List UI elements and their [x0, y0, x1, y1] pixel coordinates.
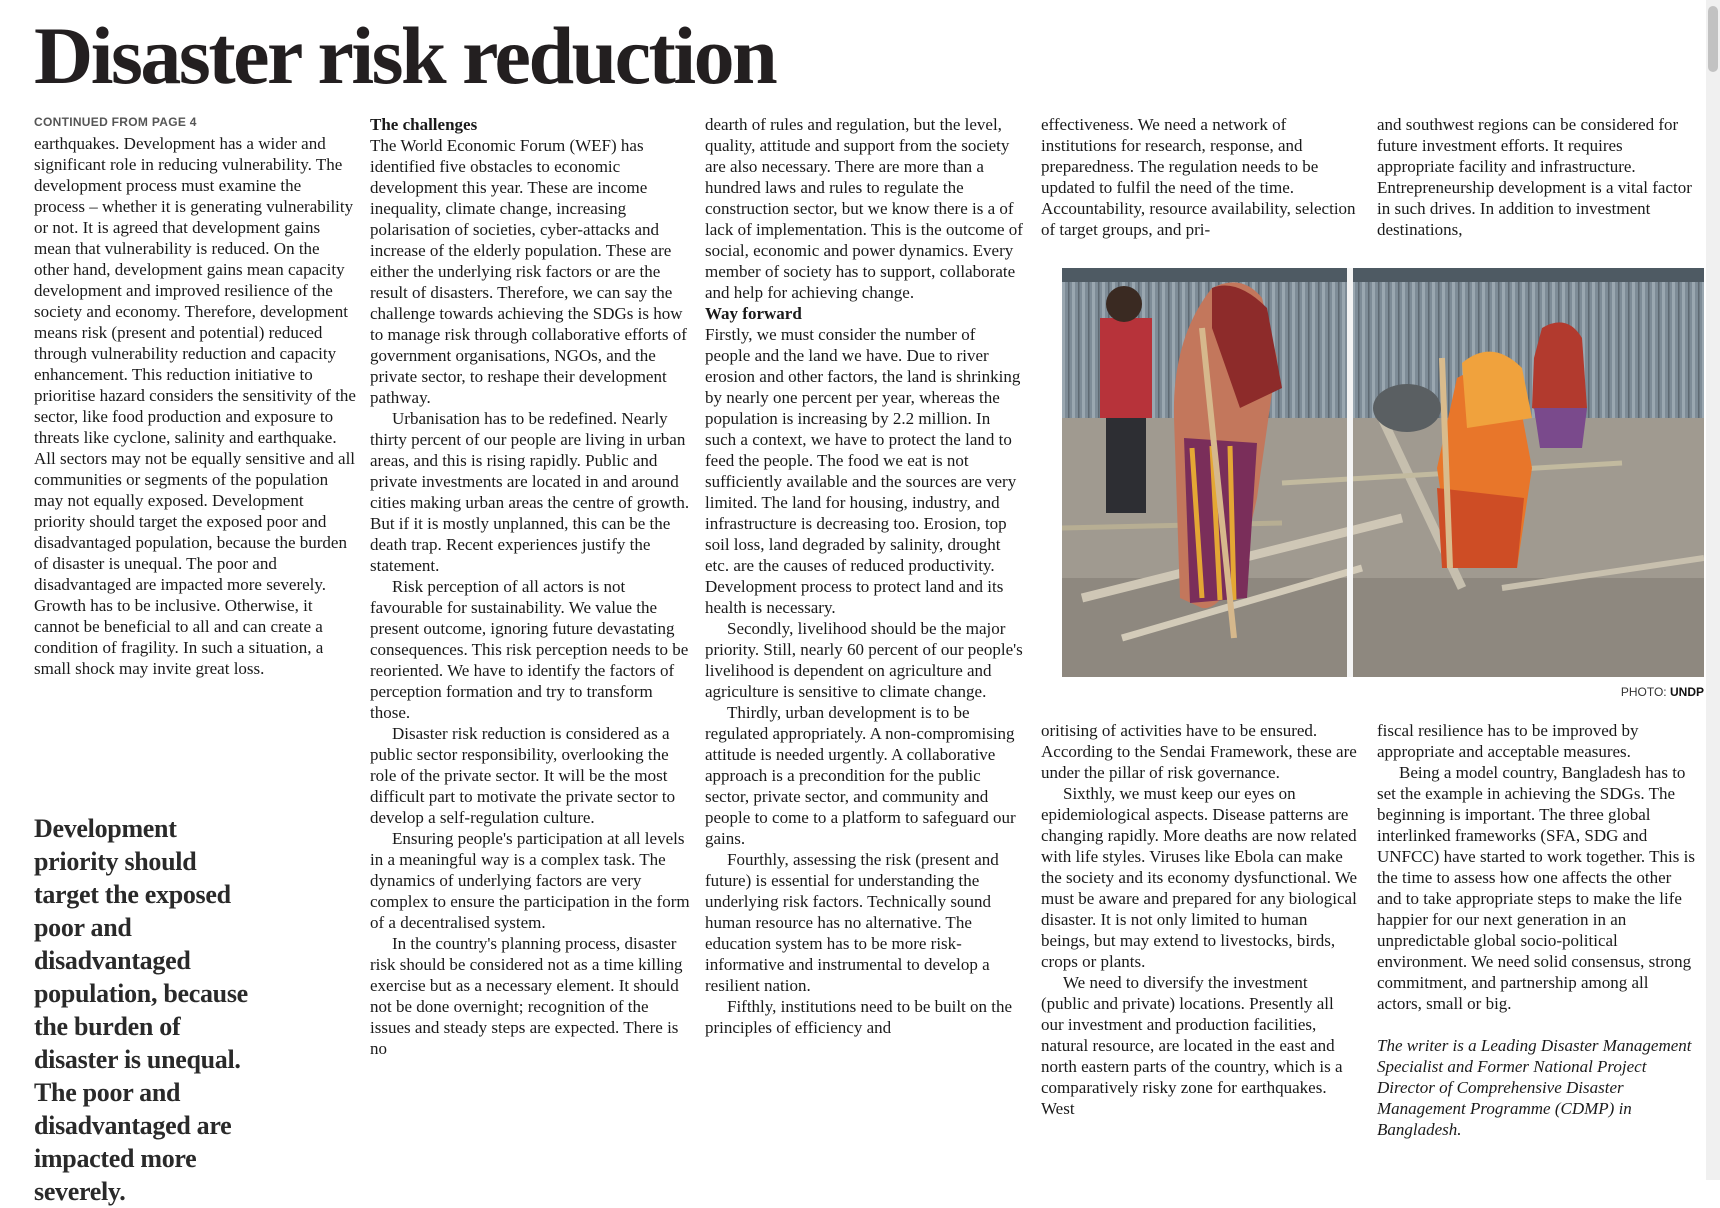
column-1 [34, 112, 356, 679]
col2-paragraph: Urbanisation has to be redefined. Nearly thirty percent of our people are living in urban areas, and this is rising rapidly. Public and private investments are located in and around cities making urban areas the centre of growth. But if it is mostly unplanned, this can be the death trap. Recent experiences justify the statement. [370, 409, 690, 575]
col3-paragraph: Fifthly, institutions need to be built on the principles of efficiency and [705, 997, 1013, 1037]
subhead-way-forward: Way forward [705, 304, 802, 323]
column-5-top [1377, 114, 1697, 240]
col4-paragraph: effectiveness. We need a network of institutions for research, response, and preparedness. The regulation needs to be updated to fulfil the need of the time. Accountability, resource availability, selection of target groups, and pri- [1041, 115, 1356, 239]
col4-paragraph: oritising of activities have to be ensured. According to the Sendai Framework, these are under the pillar of risk governance. [1041, 721, 1357, 782]
column-4-top [1041, 114, 1359, 240]
col4-paragraph: Sixthly, we must keep our eyes on epidemiological aspects. Disease patterns are changing rapidly. More deaths are now related with life styles. Viruses like Ebola can make the society and its economy dysfunctional. We must be aware and prepared for any biological disaster. It is not only limited to human beings, but may extend to livestocks, birds, crops or plants. [1041, 784, 1358, 971]
col2-paragraph: In the country's planning process, disaster risk should be considered not as a time killing exercise but as a necessary element. It should not be done overnight; recognition of the issues and steady steps are expected. There is no [370, 934, 683, 1058]
col2-paragraph: Risk perception of all actors is not favourable for sustainability. We value the present outcome, ignoring future devastating consequences. This risk perception needs to be reoriented. We have to identify the factors of perception formation and try to transform those. [370, 577, 689, 722]
col2-paragraph: Disaster risk reduction is considered as a public sector responsibility, overlooking the role of the private sector. It will be the most difficult part to motivate the private sector to develop a self-regulation culture. [370, 724, 676, 827]
col5-paragraph: fiscal resilience has to be improved by appropriate and acceptable measures. [1377, 721, 1639, 761]
article-photo [1062, 268, 1704, 677]
continued-from-kicker: CONTINUED FROM PAGE 4 [34, 115, 197, 129]
col5-paragraph: and southwest regions can be considered for future investment efforts. It requires appropriate facility and infrastructure. Entrepreneurship development is a vital factor in such drives. In addition to investment destinations, [1377, 115, 1692, 239]
headline: Disaster risk reduction [34, 10, 776, 101]
column-2 [370, 114, 690, 1059]
col3-paragraph: dearth of rules and regulation, but the level, quality, attitude and support from the society are also necessary. There are more than a hundred laws and rules to regulate the construction sector, but we know there is a of lack of implementation. This is the outcome of social, economic and power dynamics. Every member of society has to support, collaborate and help for achieving change. [705, 115, 1023, 302]
column-3 [705, 114, 1023, 1038]
pull-quote: Development priority should target the exposed poor and disadvantaged population, because the burden of disaster is unequal. The poor and disadvantaged are impacted more severely. [34, 814, 248, 1206]
col3-paragraph: Secondly, livelihood should be the major priority. Still, nearly 60 percent of our people's livelihood is dependent on agriculture and agriculture is sensitive to climate change. [705, 619, 1023, 701]
photo-illustration [1062, 268, 1704, 677]
photo-credit [1604, 684, 1704, 700]
column-4-bottom [1041, 720, 1359, 1119]
photo-credit-prefix: PHOTO: [1620, 685, 1667, 699]
photo-credit-source: UNDP [1669, 685, 1704, 699]
col1-paragraph: earthquakes. Development has a wider and significant role in reducing vulnerability. The development process must examine the process – whether it is generating vulnerability or not. It is agreed that development gains mean that vulnerability is reduced. On the other hand, development gains mean capacity development and improved resilience of the society and economy. Therefore, development means risk (present and potential) reduced through vulnerability reduction and capacity enhancement. This reduction initiative to prioritise hazard considers the sensitivity of the sector, like food production and exposure to threats like cyclone, salinity and earthquake. All sectors may not be equally sensitive and all communities or segments of the population may not equally exposed. Development priority should target the exposed poor and disadvantaged population, because the burden of disaster is unequal. The poor and disadvantaged are impacted more severely. Growth has to be inclusive. Otherwise, it cannot be beneficial to all and can create a condition of fragility. In such a situation, a small shock may invite great loss. [34, 134, 356, 678]
col4-paragraph: We need to diversify the investment (public and private) locations. Presently all our investment and production facilities, natural resource, are located in the east and north eastern parts of the country, which is a comparatively risky zone for earthquakes. West [1041, 973, 1343, 1118]
author-byline [1377, 1035, 1697, 1140]
col2-paragraph: Ensuring people's participation at all levels in a meaningful way is a complex task. The dynamics of underlying factors are very complex to ensure the participation in the form of a decentralised system. [370, 829, 690, 932]
byline-text: The writer is a Leading Disaster Management Specialist and Former National Project Director of Comprehensive Disaster Management Programme (CDMP) in Bangladesh. [1377, 1036, 1692, 1139]
col3-paragraph: Thirdly, urban development is to be regulated appropriately. A non-compromising attitude is needed urgently. A collaborative approach is a precondition for the public sector, private sector, and community and people to come to a platform to safeguard our gains. [705, 703, 1016, 848]
col5-paragraph: Being a model country, Bangladesh has to set the example in achieving the SDGs. The beginning is important. The three global interlinked frameworks (SFA, SDG and UNFCC) have started to work together. This is the time to assess how one affects the other and to take appropriate steps to make the life happier for our next generation in an unpredictable global socio-political environment. We need solid consensus, strong commitment, and partnership among all actors, small or big. [1377, 763, 1695, 1013]
col2-paragraph: The World Economic Forum (WEF) has identified five obstacles to economic development this year. These are income inequality, climate change, increasing polarisation of societies, cyber-attacks and increase of the elderly population. These are either the underlying risk factors or are the result of disasters. Therefore, we can say the challenge towards achieving the SDGs is how to manage risk through collaborative efforts of government organisations, NGOs, and the private sector, to reshape their development pathway. [370, 136, 687, 407]
subhead-challenges: The challenges [370, 115, 478, 134]
column-5-bottom [1377, 720, 1697, 1140]
col3-paragraph: Fourthly, assessing the risk (present and future) is essential for understanding the underlying risk factors. Technically sound human resource has no alternative. The education system has to be more risk-informative and instrumental to develop a resilient nation. [705, 850, 999, 995]
scrollbar-thumb[interactable] [1708, 6, 1718, 72]
col3-paragraph: Firstly, we must consider the number of people and the land we have. Due to river erosion and other factors, the land is shrinking by nearly one percent per year, whereas the population is increasing by 2.2 million. In such a context, we have to protect the land to feed the people. The food we eat is not sufficiently available and the sources are very limited. The land for housing, industry, and infrastructure is decreasing too. Erosion, top soil loss, land degraded by salinity, drought etc. are the causes of reduced productivity. Development process to protect land and its health is necessary. [705, 325, 1021, 617]
vertical-scrollbar[interactable] [1706, 0, 1720, 1180]
